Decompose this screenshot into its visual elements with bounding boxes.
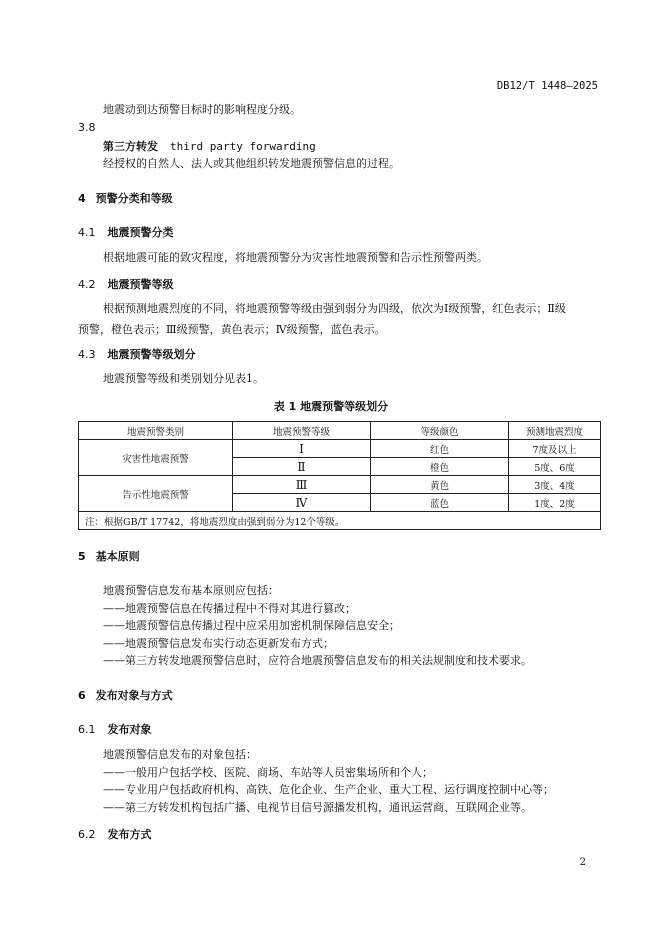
level-cell: Ⅰ [233,440,371,458]
section-4-heading [78,190,173,206]
table-header-row [79,422,601,440]
section-5-heading [78,548,140,564]
list-item: ——一般用户包括学校、医院、商场、车站等人员密集场所和个人； [103,766,433,779]
intensity-cell: 7度及以上 [509,440,601,458]
clause-number: 4.2 [78,278,96,291]
color-cell: 橙色 [371,458,509,476]
term-zh: 第三方转发 [103,140,158,153]
list-item: ——专业用户包括政府机构、高铁、危化企业、生产企业、重大工程、运行调度控制中心等； [103,783,554,796]
intensity-cell: 1度、2度 [509,494,601,512]
list-item: ——地震预警信息发布实行动态更新发布方式； [103,637,334,650]
clause-3-8-definition: 经授权的自然人、法人或其他组织转发地震预警信息的过程。 [103,157,400,170]
intensity-cell: 3度、4度 [509,476,601,494]
clause-6-1-intro: 地震预警信息发布的对象包括： [103,748,257,761]
clause-3-8-term [103,138,316,154]
color-cell: 红色 [371,440,509,458]
section-number: 5 [78,550,86,563]
list-item: ——地震预警信息在传播过程中不得对其进行篡改； [103,602,356,615]
color-cell: 蓝色 [371,494,509,512]
continuation-text: 地震动到达预警目标时的影响程度分级。 [103,103,301,116]
document-id: DB12/T 1448—2025 [496,80,598,92]
list-item: ——第三方转发机构包括广播、电视节目信号源播发机构，通讯运营商、互联网企业等。 [103,801,532,814]
section-title: 基本原则 [95,550,140,563]
clause-title: 发布方式 [107,828,152,841]
clause-3-8-number: 3.8 [78,121,96,134]
clause-number: 4.3 [78,348,96,361]
clause-title: 发布对象 [107,723,152,736]
clause-4-3-heading [78,346,196,362]
section-number: 4 [78,192,86,205]
clause-number: 6.1 [78,723,96,736]
table-note: 注：根据GB/T 17742，将地震烈度由强到弱分为12个等级。 [79,512,601,530]
term-en: third party forwarding [170,140,316,153]
clause-4-2-body-line2: 预警，橙色表示；Ⅲ级预警，黄色表示；Ⅳ级预警，蓝色表示。 [78,323,386,336]
color-cell: 黄色 [371,476,509,494]
level-cell: Ⅲ [233,476,371,494]
level-cell: Ⅳ [233,494,371,512]
clause-4-2-heading [78,276,174,292]
clause-number: 6.2 [78,828,96,841]
clause-4-2-body-line1: 根据预测地震烈度的不同，将地震预警等级由强到弱分为四级，依次为Ⅰ级预警，红色表示；Ⅱ级 [103,302,566,315]
section-title: 预警分类和等级 [95,192,173,205]
clause-title: 地震预警等级划分 [107,348,196,361]
category-cell: 灾害性地震预警 [79,440,233,476]
header-color: 等级颜色 [371,422,509,440]
warning-level-table [78,421,601,530]
table-row [79,440,601,458]
clause-4-1-body: 根据地震可能的致灾程度，将地震预警分为灾害性地震预警和告示性预警两类。 [103,251,488,264]
table-caption: 表 1 地震预警等级划分 [273,400,389,413]
header-category: 地震预警类别 [79,422,233,440]
level-cell: Ⅱ [233,458,371,476]
clause-4-3-body: 地震预警等级和类别划分见表1。 [103,372,264,385]
table-row [79,476,601,494]
section-6-heading [78,687,173,703]
section-number: 6 [78,689,86,702]
header-level: 地震预警等级 [233,422,371,440]
section-title: 发布对象与方式 [95,689,173,702]
clause-title: 地震预警等级 [107,278,174,291]
intensity-cell: 5度、6度 [509,458,601,476]
page-number: 2 [579,857,586,868]
list-item: ——第三方转发地震预警信息时，应符合地震预警信息发布的相关法规制度和技术要求。 [103,654,532,667]
header-intensity: 预测地震烈度 [509,422,601,440]
category-cell: 告示性地震预警 [79,476,233,512]
clause-6-1-heading [78,721,152,737]
table-note-row [79,512,601,530]
clause-4-1-heading [78,224,174,240]
section-5-intro: 地震预警信息发布基本原则应包括： [103,584,279,597]
clause-title: 地震预警分类 [107,226,174,239]
clause-number: 4.1 [78,226,96,239]
clause-6-2-heading [78,826,152,842]
list-item: ——地震预警信息传播过程中应采用加密机制保障信息安全； [103,619,400,632]
